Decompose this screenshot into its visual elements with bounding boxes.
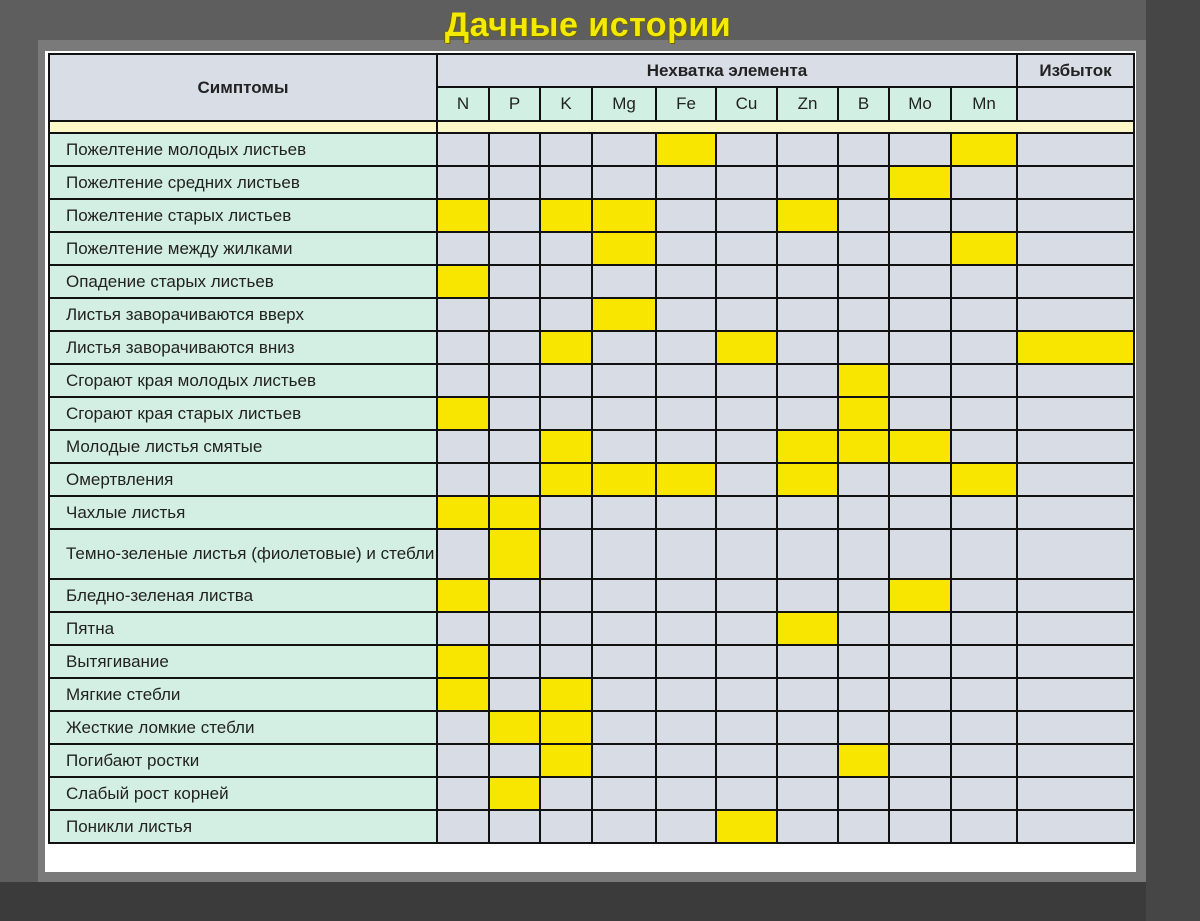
cell-excess <box>1017 678 1134 711</box>
cell-b <box>838 166 889 199</box>
table-row <box>49 430 1134 463</box>
table-row <box>49 744 1134 777</box>
cell-cu <box>716 645 777 678</box>
element-header-mn: Mn <box>951 87 1017 121</box>
cell-b <box>838 199 889 232</box>
cell-n <box>437 364 489 397</box>
cell-zn <box>777 711 838 744</box>
cell-b <box>838 232 889 265</box>
symptom-label: Пожелтение средних листьев <box>49 166 437 199</box>
cell-excess <box>1017 397 1134 430</box>
symptoms-header: Симптомы <box>49 54 437 121</box>
cell-fe <box>656 496 716 529</box>
cell-mn <box>951 166 1017 199</box>
symptom-label: Пожелтение молодых листьев <box>49 133 437 166</box>
element-header-cu: Cu <box>716 87 777 121</box>
cell-mg <box>592 331 656 364</box>
table-row <box>49 232 1134 265</box>
cell-excess <box>1017 711 1134 744</box>
cell-cu <box>716 364 777 397</box>
cell-mo <box>889 645 951 678</box>
cell-mn <box>951 777 1017 810</box>
cell-b <box>838 331 889 364</box>
excess-subheader <box>1017 87 1134 121</box>
symptom-label: Вытягивание <box>49 645 437 678</box>
cell-b <box>838 810 889 843</box>
header-separator-band <box>49 121 1134 133</box>
cell-zn <box>777 645 838 678</box>
marked-cell-k <box>540 711 592 744</box>
cell-p <box>489 364 540 397</box>
cell-zn <box>777 777 838 810</box>
cell-p <box>489 463 540 496</box>
cell-mg <box>592 777 656 810</box>
marked-cell-k <box>540 430 592 463</box>
marked-cell-k <box>540 463 592 496</box>
cell-p <box>489 744 540 777</box>
cell-cu <box>716 232 777 265</box>
cell-mo <box>889 133 951 166</box>
marked-cell-fe <box>656 463 716 496</box>
table-row <box>49 645 1134 678</box>
cell-mn <box>951 298 1017 331</box>
cell-fe <box>656 430 716 463</box>
cell-n <box>437 166 489 199</box>
cell-fe <box>656 364 716 397</box>
cell-fe <box>656 331 716 364</box>
cell-cu <box>716 166 777 199</box>
cell-cu <box>716 529 777 579</box>
cell-cu <box>716 463 777 496</box>
cell-mo <box>889 678 951 711</box>
cell-n <box>437 777 489 810</box>
element-header-fe: Fe <box>656 87 716 121</box>
table-row <box>49 298 1134 331</box>
table-row <box>49 810 1134 843</box>
cell-fe <box>656 397 716 430</box>
marked-cell-mo <box>889 166 951 199</box>
cell-fe <box>656 810 716 843</box>
cell-cu <box>716 265 777 298</box>
cell-k <box>540 364 592 397</box>
cell-zn <box>777 678 838 711</box>
cell-fe <box>656 744 716 777</box>
cell-mn <box>951 529 1017 579</box>
table-row <box>49 711 1134 744</box>
cell-p <box>489 645 540 678</box>
marked-cell-n <box>437 496 489 529</box>
cell-cu <box>716 133 777 166</box>
cell-mg <box>592 612 656 645</box>
cell-mn <box>951 711 1017 744</box>
marked-cell-mn <box>951 232 1017 265</box>
marked-cell-n <box>437 397 489 430</box>
cell-k <box>540 777 592 810</box>
marked-cell-p <box>489 529 540 579</box>
cell-zn <box>777 232 838 265</box>
cell-k <box>540 298 592 331</box>
cell-fe <box>656 711 716 744</box>
cell-mg <box>592 265 656 298</box>
cell-b <box>838 711 889 744</box>
cell-mo <box>889 777 951 810</box>
cell-fe <box>656 199 716 232</box>
cell-cu <box>716 777 777 810</box>
page-title: Дачные истории <box>444 6 732 44</box>
symptom-label: Сгорают края молодых листьев <box>49 364 437 397</box>
marked-cell-fe <box>656 133 716 166</box>
cell-b <box>838 645 889 678</box>
element-header-mg: Mg <box>592 87 656 121</box>
cell-mn <box>951 612 1017 645</box>
element-header-mo: Mo <box>889 87 951 121</box>
symptom-label: Молодые листья смятые <box>49 430 437 463</box>
deficiency-header: Нехватка элемента <box>437 54 1017 87</box>
symptom-label: Сгорают края старых листьев <box>49 397 437 430</box>
cell-mn <box>951 645 1017 678</box>
table-row <box>49 579 1134 612</box>
cell-excess <box>1017 463 1134 496</box>
cell-mo <box>889 331 951 364</box>
table-row <box>49 166 1134 199</box>
symptom-label: Пятна <box>49 612 437 645</box>
cell-mn <box>951 744 1017 777</box>
symptom-label: Темно-зеленые листья (фиолетовые) и стебли <box>49 529 437 579</box>
marked-cell-zn <box>777 199 838 232</box>
marked-cell-k <box>540 331 592 364</box>
cell-p <box>489 810 540 843</box>
cell-mo <box>889 199 951 232</box>
cell-p <box>489 678 540 711</box>
cell-k <box>540 166 592 199</box>
cell-mn <box>951 331 1017 364</box>
element-header-zn: Zn <box>777 87 838 121</box>
marked-cell-b <box>838 364 889 397</box>
table-row <box>49 678 1134 711</box>
cell-fe <box>656 529 716 579</box>
marked-cell-b <box>838 397 889 430</box>
cell-p <box>489 579 540 612</box>
marked-cell-b <box>838 430 889 463</box>
cell-mn <box>951 430 1017 463</box>
cell-mg <box>592 166 656 199</box>
element-header-p: P <box>489 87 540 121</box>
cell-mn <box>951 265 1017 298</box>
marked-cell-mg <box>592 232 656 265</box>
cell-zn <box>777 298 838 331</box>
cell-mo <box>889 529 951 579</box>
marked-cell-cu <box>716 810 777 843</box>
cell-n <box>437 430 489 463</box>
cell-excess <box>1017 364 1134 397</box>
marked-cell-n <box>437 579 489 612</box>
cell-cu <box>716 430 777 463</box>
cell-p <box>489 265 540 298</box>
element-header-n: N <box>437 87 489 121</box>
symptom-label: Жесткие ломкие стебли <box>49 711 437 744</box>
cell-mg <box>592 529 656 579</box>
cell-mn <box>951 678 1017 711</box>
table-row <box>49 612 1134 645</box>
cell-excess <box>1017 496 1134 529</box>
cell-cu <box>716 579 777 612</box>
cell-mg <box>592 645 656 678</box>
background-shade-right <box>1146 0 1200 921</box>
cell-zn <box>777 364 838 397</box>
symptom-label: Омертвления <box>49 463 437 496</box>
symptom-label: Пожелтение между жилками <box>49 232 437 265</box>
cell-n <box>437 463 489 496</box>
symptom-label: Поникли листья <box>49 810 437 843</box>
cell-excess <box>1017 430 1134 463</box>
cell-mg <box>592 496 656 529</box>
cell-k <box>540 397 592 430</box>
cell-p <box>489 331 540 364</box>
cell-zn <box>777 265 838 298</box>
cell-p <box>489 166 540 199</box>
cell-excess <box>1017 744 1134 777</box>
cell-cu <box>716 678 777 711</box>
cell-excess <box>1017 298 1134 331</box>
marked-cell-zn <box>777 612 838 645</box>
marked-cell-mg <box>592 298 656 331</box>
cell-n <box>437 744 489 777</box>
marked-cell-mn <box>951 133 1017 166</box>
cell-zn <box>777 496 838 529</box>
cell-fe <box>656 298 716 331</box>
cell-b <box>838 612 889 645</box>
table-row <box>49 397 1134 430</box>
cell-mg <box>592 430 656 463</box>
cell-fe <box>656 612 716 645</box>
cell-b <box>838 579 889 612</box>
cell-mg <box>592 579 656 612</box>
cell-cu <box>716 496 777 529</box>
marked-cell-mn <box>951 463 1017 496</box>
cell-excess <box>1017 166 1134 199</box>
cell-mn <box>951 397 1017 430</box>
cell-excess <box>1017 199 1134 232</box>
marked-cell-k <box>540 678 592 711</box>
cell-mn <box>951 496 1017 529</box>
table-row <box>49 777 1134 810</box>
cell-fe <box>656 232 716 265</box>
table-row <box>49 496 1134 529</box>
marked-cell-mg <box>592 199 656 232</box>
cell-mg <box>592 397 656 430</box>
marked-cell-mg <box>592 463 656 496</box>
marked-cell-n <box>437 645 489 678</box>
marked-cell-mo <box>889 430 951 463</box>
cell-b <box>838 678 889 711</box>
cell-k <box>540 496 592 529</box>
cell-p <box>489 430 540 463</box>
cell-mn <box>951 364 1017 397</box>
cell-excess <box>1017 265 1134 298</box>
marked-cell-n <box>437 678 489 711</box>
marked-cell-p <box>489 496 540 529</box>
element-header-k: K <box>540 87 592 121</box>
cell-k <box>540 645 592 678</box>
cell-n <box>437 810 489 843</box>
cell-mo <box>889 496 951 529</box>
cell-zn <box>777 529 838 579</box>
cell-mo <box>889 298 951 331</box>
cell-mo <box>889 744 951 777</box>
cell-n <box>437 529 489 579</box>
cell-b <box>838 265 889 298</box>
cell-excess <box>1017 529 1134 579</box>
cell-n <box>437 133 489 166</box>
cell-mg <box>592 711 656 744</box>
marked-cell-cu <box>716 331 777 364</box>
cell-zn <box>777 397 838 430</box>
cell-n <box>437 711 489 744</box>
symptom-label: Листья заворачиваются вниз <box>49 331 437 364</box>
element-header-b: B <box>838 87 889 121</box>
cell-mg <box>592 744 656 777</box>
cell-k <box>540 612 592 645</box>
cell-fe <box>656 645 716 678</box>
symptom-label: Листья заворачиваются вверх <box>49 298 437 331</box>
cell-cu <box>716 298 777 331</box>
symptom-label: Мягкие стебли <box>49 678 437 711</box>
marked-cell-zn <box>777 430 838 463</box>
cell-cu <box>716 397 777 430</box>
marked-cell-b <box>838 744 889 777</box>
cell-zn <box>777 166 838 199</box>
cell-mg <box>592 678 656 711</box>
cell-excess <box>1017 133 1134 166</box>
cell-n <box>437 612 489 645</box>
cell-mn <box>951 810 1017 843</box>
table-sheet <box>45 51 1136 872</box>
cell-mo <box>889 463 951 496</box>
cell-b <box>838 529 889 579</box>
cell-n <box>437 298 489 331</box>
marked-cell-k <box>540 199 592 232</box>
cell-excess <box>1017 232 1134 265</box>
cell-mn <box>951 199 1017 232</box>
marked-cell-mo <box>889 579 951 612</box>
cell-n <box>437 331 489 364</box>
cell-b <box>838 496 889 529</box>
symptom-label: Слабый рост корней <box>49 777 437 810</box>
cell-mo <box>889 232 951 265</box>
cell-zn <box>777 579 838 612</box>
cell-b <box>838 777 889 810</box>
background-shade-bottom <box>0 882 1200 921</box>
cell-k <box>540 133 592 166</box>
table-row <box>49 199 1134 232</box>
cell-fe <box>656 579 716 612</box>
cell-b <box>838 298 889 331</box>
cell-fe <box>656 777 716 810</box>
table-row <box>49 529 1134 579</box>
cell-excess <box>1017 579 1134 612</box>
cell-k <box>540 232 592 265</box>
cell-fe <box>656 265 716 298</box>
cell-excess <box>1017 777 1134 810</box>
cell-p <box>489 232 540 265</box>
cell-zn <box>777 744 838 777</box>
cell-zn <box>777 133 838 166</box>
cell-n <box>437 232 489 265</box>
symptom-label: Погибают ростки <box>49 744 437 777</box>
excess-header: Избыток <box>1017 54 1134 87</box>
cell-b <box>838 463 889 496</box>
cell-k <box>540 579 592 612</box>
cell-mg <box>592 810 656 843</box>
cell-p <box>489 298 540 331</box>
cell-mg <box>592 364 656 397</box>
marked-cell-excess <box>1017 331 1134 364</box>
marked-cell-p <box>489 711 540 744</box>
table-row <box>49 133 1134 166</box>
cell-cu <box>716 744 777 777</box>
cell-cu <box>716 711 777 744</box>
cell-excess <box>1017 612 1134 645</box>
cell-p <box>489 397 540 430</box>
marked-cell-zn <box>777 463 838 496</box>
marked-cell-n <box>437 265 489 298</box>
cell-mo <box>889 265 951 298</box>
cell-mo <box>889 364 951 397</box>
cell-mn <box>951 579 1017 612</box>
cell-mo <box>889 810 951 843</box>
table-row <box>49 364 1134 397</box>
marked-cell-p <box>489 777 540 810</box>
cell-p <box>489 612 540 645</box>
cell-b <box>838 133 889 166</box>
cell-mo <box>889 711 951 744</box>
symptoms-table <box>48 53 1135 844</box>
cell-cu <box>716 199 777 232</box>
cell-k <box>540 265 592 298</box>
cell-mo <box>889 397 951 430</box>
table-row <box>49 463 1134 496</box>
cell-k <box>540 529 592 579</box>
cell-p <box>489 199 540 232</box>
cell-zn <box>777 810 838 843</box>
symptom-label: Бледно-зеленая листва <box>49 579 437 612</box>
table-row <box>49 265 1134 298</box>
marked-cell-n <box>437 199 489 232</box>
cell-cu <box>716 612 777 645</box>
cell-mo <box>889 612 951 645</box>
cell-fe <box>656 678 716 711</box>
cell-k <box>540 810 592 843</box>
cell-mg <box>592 133 656 166</box>
cell-fe <box>656 166 716 199</box>
symptom-label: Пожелтение старых листьев <box>49 199 437 232</box>
marked-cell-k <box>540 744 592 777</box>
cell-excess <box>1017 810 1134 843</box>
cell-zn <box>777 331 838 364</box>
cell-p <box>489 133 540 166</box>
table-row <box>49 331 1134 364</box>
symptom-label: Опадение старых листьев <box>49 265 437 298</box>
cell-excess <box>1017 645 1134 678</box>
symptom-label: Чахлые листья <box>49 496 437 529</box>
